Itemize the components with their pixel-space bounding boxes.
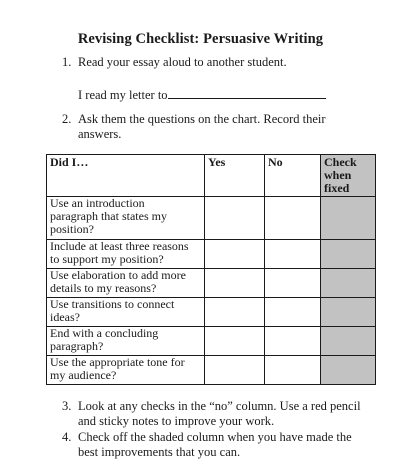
fixed-cell[interactable]	[321, 327, 376, 356]
fixed-cell[interactable]	[321, 197, 376, 240]
no-cell[interactable]	[265, 240, 321, 269]
question-cell: Include at least three reasons to support my position?	[47, 240, 205, 269]
table-row	[47, 356, 376, 385]
no-cell[interactable]	[265, 298, 321, 327]
no-cell[interactable]	[265, 356, 321, 385]
step-text-line-2: answers.	[78, 127, 122, 141]
checklist-table	[46, 154, 376, 385]
question-cell: Use elaboration to add more details to my reasons?	[47, 269, 205, 298]
fixed-cell[interactable]	[321, 240, 376, 269]
table-row	[47, 298, 376, 327]
table-row	[47, 197, 376, 240]
question-cell: Use an introduction paragraph that states my position?	[47, 197, 205, 240]
yes-cell[interactable]	[205, 356, 265, 385]
table-header-row	[47, 155, 376, 197]
yes-cell[interactable]	[205, 298, 265, 327]
step-number: 3.	[62, 399, 72, 413]
step-number: 1.	[62, 55, 72, 69]
letter-prompt	[78, 87, 378, 103]
step-1	[62, 55, 392, 71]
step-2	[62, 112, 397, 144]
no-cell[interactable]	[265, 327, 321, 356]
step-text-line-1: Check off the shaded column when you have made the	[78, 430, 352, 444]
table-row	[47, 269, 376, 298]
step-text-line-1: Look at any checks in the “no” column. Use a red pencil	[78, 399, 361, 413]
blank-line[interactable]	[168, 87, 326, 99]
header-yes: Yes	[205, 155, 265, 197]
no-cell[interactable]	[265, 269, 321, 298]
step-3	[62, 399, 397, 431]
fixed-cell[interactable]	[321, 298, 376, 327]
step-text-line-2: and sticky notes to improve your work.	[78, 414, 275, 428]
no-cell[interactable]	[265, 197, 321, 240]
fixed-cell[interactable]	[321, 356, 376, 385]
step-4	[62, 430, 397, 462]
table-row	[47, 240, 376, 269]
step-number: 2.	[62, 112, 72, 126]
question-cell: Use the appropriate tone for my audience?	[47, 356, 205, 385]
page-title: Revising Checklist: Persuasive Writing	[77, 31, 324, 47]
yes-cell[interactable]	[205, 327, 265, 356]
step-text-line-1: Ask them the questions on the chart. Record their	[78, 112, 326, 126]
table-row	[47, 327, 376, 356]
step-text-line-2: best improvements that you can.	[78, 445, 241, 459]
fixed-cell[interactable]	[321, 269, 376, 298]
letter-prompt-label: I read my letter to	[78, 88, 168, 102]
header-did-i: Did I…	[47, 155, 205, 197]
header-no: No	[265, 155, 321, 197]
yes-cell[interactable]	[205, 197, 265, 240]
header-check-when-fixed: Check when fixed	[321, 155, 376, 197]
question-cell: End with a concluding paragraph?	[47, 327, 205, 356]
yes-cell[interactable]	[205, 269, 265, 298]
question-cell: Use transitions to connect ideas?	[47, 298, 205, 327]
step-text: Read your essay aloud to another student.	[78, 55, 287, 69]
step-number: 4.	[62, 430, 72, 444]
yes-cell[interactable]	[205, 240, 265, 269]
